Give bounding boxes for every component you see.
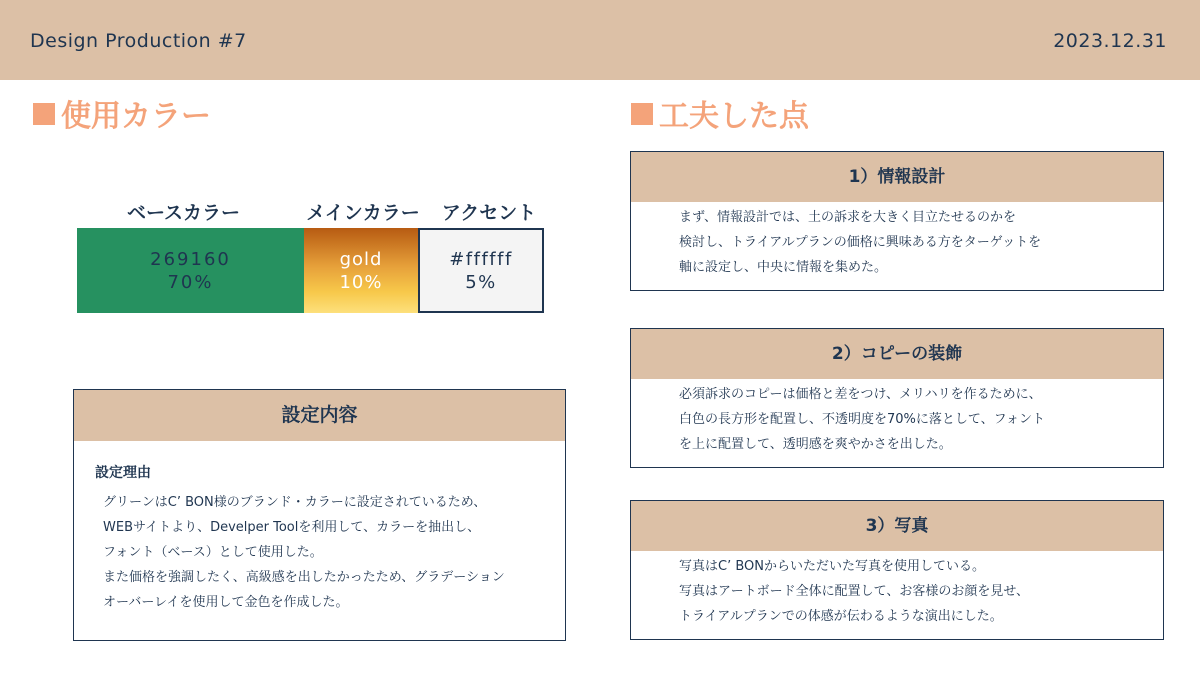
body-line: 写真はアートボード全体に配置して、お客様のお顔を見せ、	[679, 584, 1029, 599]
swatch-value: gold	[339, 248, 383, 270]
point-card-body	[631, 202, 1163, 280]
swatch-label-accent: アクセント	[441, 202, 537, 224]
points-heading	[631, 99, 809, 134]
colors-heading	[33, 99, 211, 134]
body-line: 検討し、トライアルプランの価格に興味ある方をターゲットを	[679, 235, 1042, 250]
body-line: まず、情報設計では、土の訴求を大きく目立たせるのかを	[679, 210, 1016, 225]
header-bar	[0, 0, 1200, 80]
page-title: Design Production #7	[30, 30, 247, 52]
settings-card	[73, 389, 566, 641]
swatch-percent: 70%	[167, 271, 214, 293]
body-line: フォント（ベース）として使用した。	[103, 545, 323, 560]
settings-card-title: 設定内容	[74, 390, 565, 441]
settings-body	[103, 490, 505, 615]
point-card-information-design	[630, 151, 1164, 291]
swatch-percent: 10%	[339, 271, 383, 293]
body-line: 軸に設定し、中央に情報を集めた。	[679, 260, 888, 275]
point-card-photo	[630, 500, 1164, 640]
swatch-value: #ffffff	[449, 248, 513, 270]
body-line: 白色の長方形を配置し、不透明度を70%に落として、フォント	[679, 412, 1045, 427]
swatch-base	[77, 228, 304, 313]
settings-subtitle: 設定理由	[95, 465, 151, 481]
body-line: オーバーレイを使用して金色を作成した。	[103, 595, 349, 610]
body-line: を上に配置して、透明感を爽やかさを出した。	[679, 437, 952, 452]
swatch-percent: 5%	[465, 271, 497, 293]
page-date: 2023.12.31	[1053, 30, 1167, 52]
body-line: また価格を強調したく、高級感を出したかったため、グラデーション	[103, 570, 505, 585]
point-card-body	[631, 551, 1163, 629]
swatch-main	[304, 228, 418, 313]
heading-square-icon	[33, 103, 55, 125]
point-card-copy-decoration	[630, 328, 1164, 468]
point-card-body	[631, 379, 1163, 457]
point-card-title: 2）コピーの装飾	[631, 329, 1163, 379]
heading-square-icon	[631, 103, 653, 125]
colors-heading-text: 使用カラー	[61, 99, 211, 134]
swatch-accent	[418, 228, 544, 313]
body-line: 写真はC’ BONからいただいた写真を使用している。	[679, 559, 985, 574]
point-card-title: 3）写真	[631, 501, 1163, 551]
swatch-label-base: ベースカラー	[126, 202, 241, 224]
swatch-label-main: メインカラー	[306, 202, 420, 224]
point-card-title: 1）情報設計	[631, 152, 1163, 202]
body-line: グリーンはC’ BON様のブランド・カラーに設定されているため、	[103, 495, 487, 510]
points-heading-text: 工夫した点	[659, 99, 809, 134]
body-line: WEBサイトより、Develper Toolを利用して、カラーを抽出し、	[103, 520, 481, 535]
body-line: トライアルプランでの体感が伝わるような演出にした。	[679, 609, 1003, 624]
body-line: 必須訴求のコピーは価格と差をつけ、メリハリを作るために、	[679, 387, 1042, 402]
swatch-value: 269160	[150, 248, 231, 270]
